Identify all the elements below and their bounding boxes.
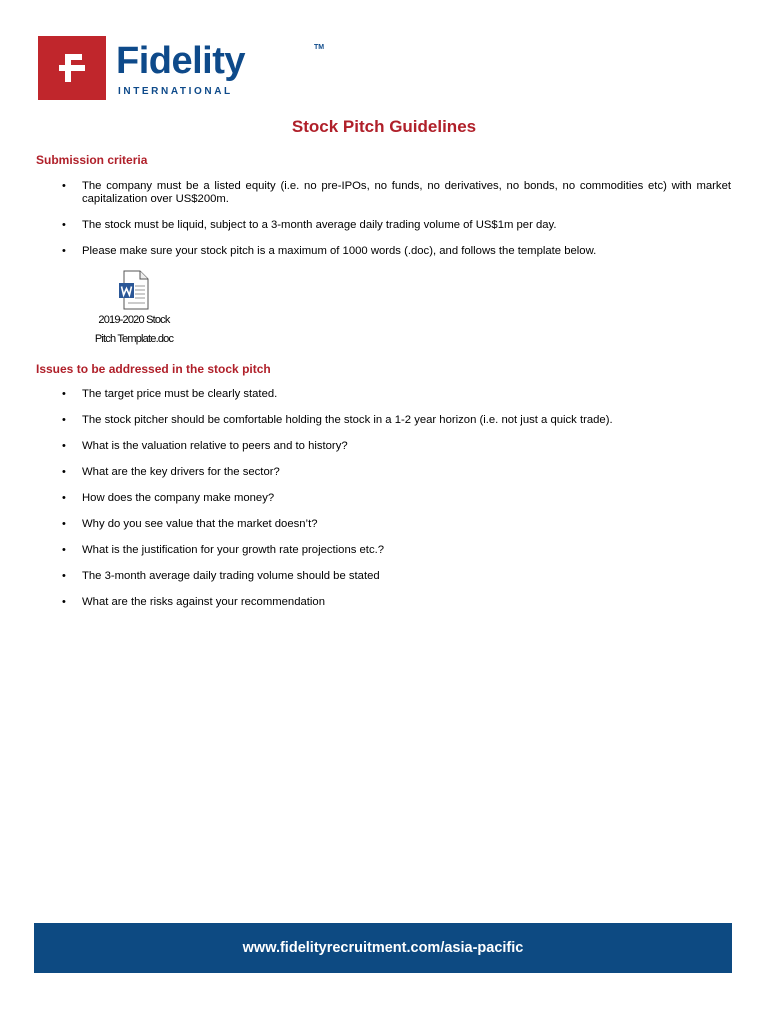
list-item: • What are the key drivers for the sector?: [36, 466, 731, 479]
list-item: • The 3-month average daily trading volume should be stated: [36, 570, 731, 583]
recruitment-website-link[interactable]: www.fidelityrecruitment.com/asia-pacific: [242, 940, 524, 956]
list-item: • The stock must be liquid, subject to a 3-month average daily trading volume of US$1m per day.: [36, 219, 731, 232]
attachment-filename-line1: 2019-2020 Stock: [98, 314, 170, 326]
word-document-icon: [118, 270, 150, 310]
fidelity-f-mark-icon: [38, 36, 106, 100]
submission-criteria-heading: Submission criteria: [36, 153, 148, 167]
attachment-filename-line2: Pitch Template.doc: [94, 333, 174, 345]
issues-heading: Issues to be addressed in the stock pitch: [36, 362, 271, 376]
logo-subtitle: INTERNATIONAL: [118, 86, 233, 97]
list-item: • How does the company make money?: [36, 492, 731, 505]
list-item: • Please make sure your stock pitch is a maximum of 1000 words (.doc), and follows the template below.: [36, 245, 731, 258]
list-item: • The stock pitcher should be comfortable holding the stock in a 1-2 year horizon (i.e. not just a quick trade).: [36, 414, 731, 427]
logo-trademark: TM: [314, 44, 325, 51]
logo-name: Fidelity: [116, 40, 246, 82]
logo-wordmark: [116, 40, 325, 97]
fidelity-logo: [38, 36, 325, 100]
list-item: • Why do you see value that the market doesn’t?: [36, 518, 731, 531]
submission-criteria-list: [36, 180, 731, 271]
list-item: • What is the justification for your growth rate projections etc.?: [36, 544, 731, 557]
template-attachment[interactable]: [86, 270, 182, 349]
page-title: Stock Pitch Guidelines: [291, 117, 477, 136]
footer-bar: [34, 923, 732, 973]
list-item: • What is the valuation relative to peers and to history?: [36, 440, 731, 453]
list-item: • The target price must be clearly stated.: [36, 388, 731, 401]
issues-list: [36, 388, 731, 622]
list-item: • The company must be a listed equity (i.e. no pre-IPOs, no funds, no derivatives, no bonds, no commodities etc) with market capitalization over US$200m.: [36, 180, 731, 206]
list-item: • What are the risks against your recommendation: [36, 596, 731, 609]
